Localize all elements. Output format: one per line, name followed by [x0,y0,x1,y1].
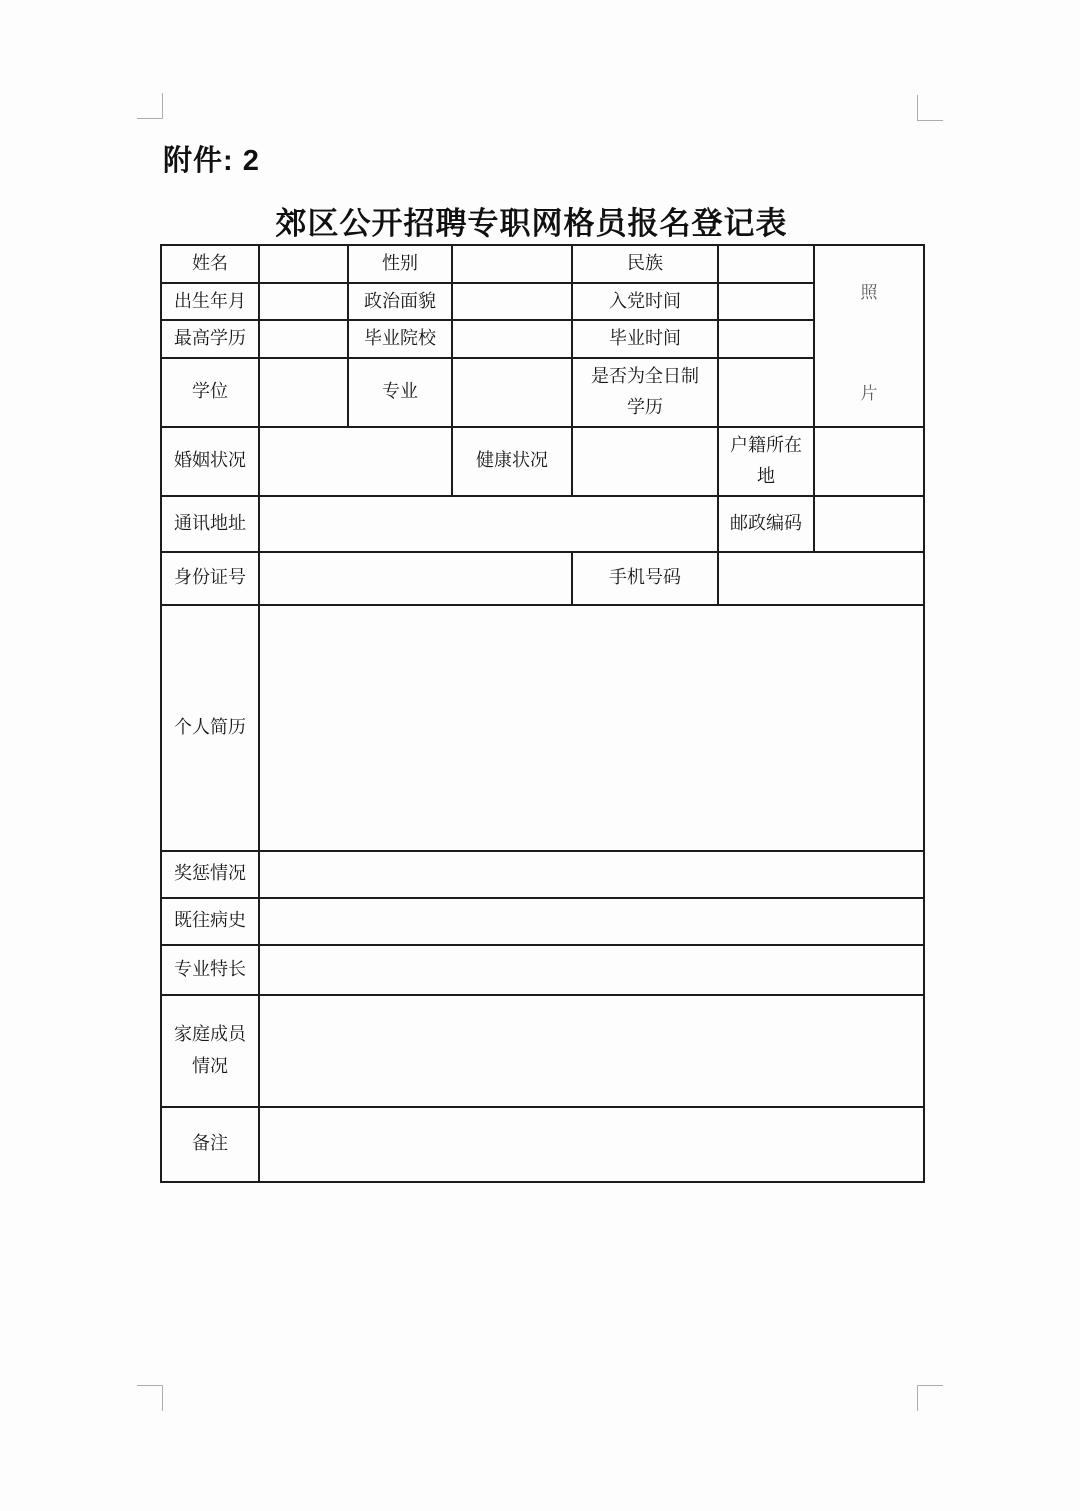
graduation-school-value-cell [452,320,572,358]
marital-status-label: 婚姻状况 [161,427,259,496]
political-status-value-cell [452,283,572,321]
rewards-punishments-label: 奖惩情况 [161,851,259,898]
photo-cell [814,245,924,427]
specialty-value-cell [259,945,924,995]
photo-char-bottom: 片 [860,383,878,403]
attachment-label: 附件: 2 [163,145,260,177]
resume-label: 个人简历 [161,605,259,851]
party-join-time-label: 入党时间 [572,283,718,321]
crop-mark-bottom-left [137,1385,163,1411]
birth-date-value-cell [259,283,348,321]
graduation-time-value-cell [718,320,814,358]
degree-value-cell [259,358,348,427]
photo-char-top: 照 [860,282,878,302]
major-value-cell [452,358,572,427]
birth-date-label: 出生年月 [161,283,259,321]
registration-form-table [160,244,925,1183]
graduation-time-label: 毕业时间 [572,320,718,358]
mailing-address-value-cell [259,496,718,552]
remarks-label: 备注 [161,1107,259,1182]
health-status-value-cell [572,427,718,496]
ethnicity-label: 民族 [572,245,718,283]
household-location-label: 户籍所在地 [718,427,814,496]
crop-mark-top-left [137,93,163,119]
party-join-time-value-cell [718,283,814,321]
postal-code-value-cell [814,496,924,552]
name-value-cell [259,245,348,283]
full-time-education-value-cell [718,358,814,427]
rewards-punishments-value-cell [259,851,924,898]
graduation-school-label: 毕业院校 [348,320,452,358]
family-members-label: 家庭成员情况 [161,995,259,1107]
resume-value-cell [259,605,924,851]
remarks-value-cell [259,1107,924,1182]
ethnicity-value-cell [718,245,814,283]
medical-history-label: 既往病史 [161,898,259,945]
form-title: 郊区公开招聘专职网格员报名登记表 [275,206,788,241]
mobile-number-label: 手机号码 [572,552,718,605]
degree-label: 学位 [161,358,259,427]
mailing-address-label: 通讯地址 [161,496,259,552]
gender-value-cell [452,245,572,283]
crop-mark-top-right [917,95,943,121]
medical-history-value-cell [259,898,924,945]
id-number-value-cell [259,552,572,605]
crop-mark-bottom-right [917,1385,943,1411]
full-time-education-label: 是否为全日制学历 [572,358,718,427]
highest-education-label: 最高学历 [161,320,259,358]
gender-label: 性别 [348,245,452,283]
highest-education-value-cell [259,320,348,358]
specialty-label: 专业特长 [161,945,259,995]
major-label: 专业 [348,358,452,427]
mobile-number-value-cell [718,552,924,605]
postal-code-label: 邮政编码 [718,496,814,552]
marital-status-value-cell [259,427,452,496]
family-members-value-cell [259,995,924,1107]
household-location-value-cell [814,427,924,496]
name-label: 姓名 [161,245,259,283]
photo-placeholder [815,256,923,416]
political-status-label: 政治面貌 [348,283,452,321]
id-number-label: 身份证号 [161,552,259,605]
health-status-label: 健康状况 [452,427,572,496]
